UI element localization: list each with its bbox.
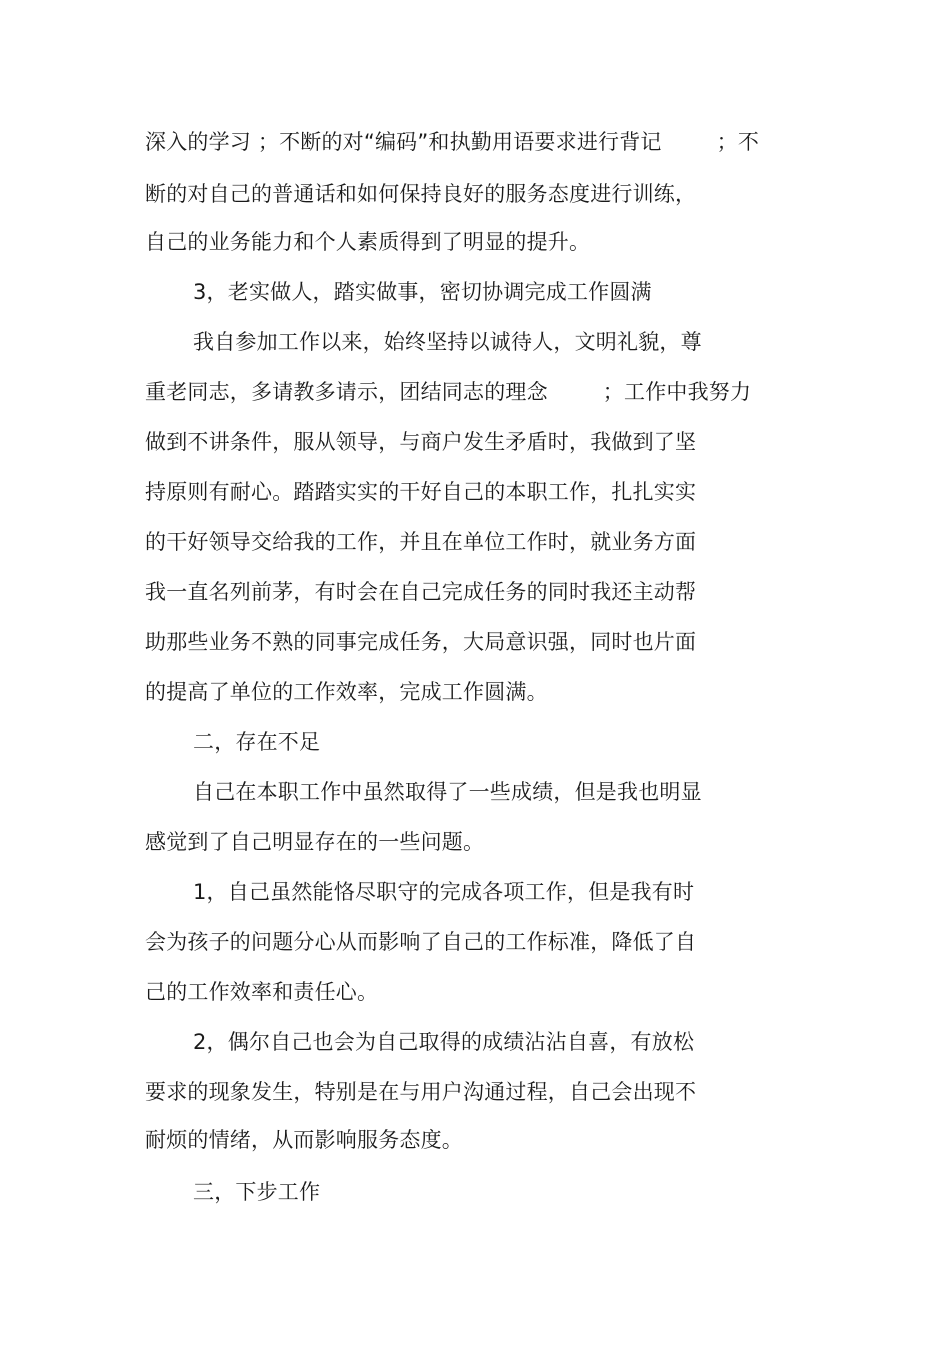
text-line: 自己在本职工作中虽然取得了一些成绩，但是我也明显: [193, 780, 702, 804]
text-line: 要求的现象发生，特别是在与用户沟通过程，自己会出现不: [145, 1080, 697, 1104]
text-line: 会为孩子的问题分心从而影响了自己的工作标准，降低了自: [145, 930, 697, 954]
section-heading: 三，下步工作: [193, 1180, 321, 1204]
text-line: 耐烦的情绪，从而影响服务态度。: [145, 1128, 463, 1152]
text-line: 2，偶尔自己也会为自己取得的成绩沾沾自喜，有放松: [193, 1030, 695, 1054]
text-line: 我自参加工作以来，始终坚持以诚待人，文明礼貌，尊: [193, 330, 702, 354]
section-heading: 二，存在不足: [193, 730, 321, 754]
text-line: 断的对自己的普通话和如何保持良好的服务态度进行训练，: [145, 182, 697, 206]
text-line: 助那些业务不熟的同事完成任务，大局意识强，同时也片面: [145, 630, 697, 654]
text-line: 1，自己虽然能恪尽职守的完成各项工作，但是我有时: [193, 880, 695, 904]
text-line: 的干好领导交给我的工作，并且在单位工作时，就业务方面: [145, 530, 697, 554]
text-line: 我一直名列前茅，有时会在自己完成任务的同时我还主动帮: [145, 580, 697, 604]
text-line: 感觉到了自己明显存在的一些问题。: [145, 830, 485, 854]
text-line: 重老同志，多请教多请示，团结同志的理念 ；工作中我努力: [145, 380, 752, 404]
text-line: 的提高了单位的工作效率，完成工作圆满。: [145, 680, 548, 704]
text-line: 己的工作效率和责任心。: [145, 980, 379, 1004]
text-line: 深入的学习 ；不断的对“编码”和执勤用语要求进行背记 ；不: [145, 130, 760, 154]
text-line: 持原则有耐心。踏踏实实的干好自己的本职工作，扎扎实实: [145, 480, 697, 504]
text-line: 做到不讲条件，服从领导，与商户发生矛盾时，我做到了坚: [145, 430, 697, 454]
text-line: 自己的业务能力和个人素质得到了明显的提升。: [145, 230, 591, 254]
section-heading: 3，老实做人，踏实做事，密切协调完成工作圆满: [193, 280, 652, 304]
